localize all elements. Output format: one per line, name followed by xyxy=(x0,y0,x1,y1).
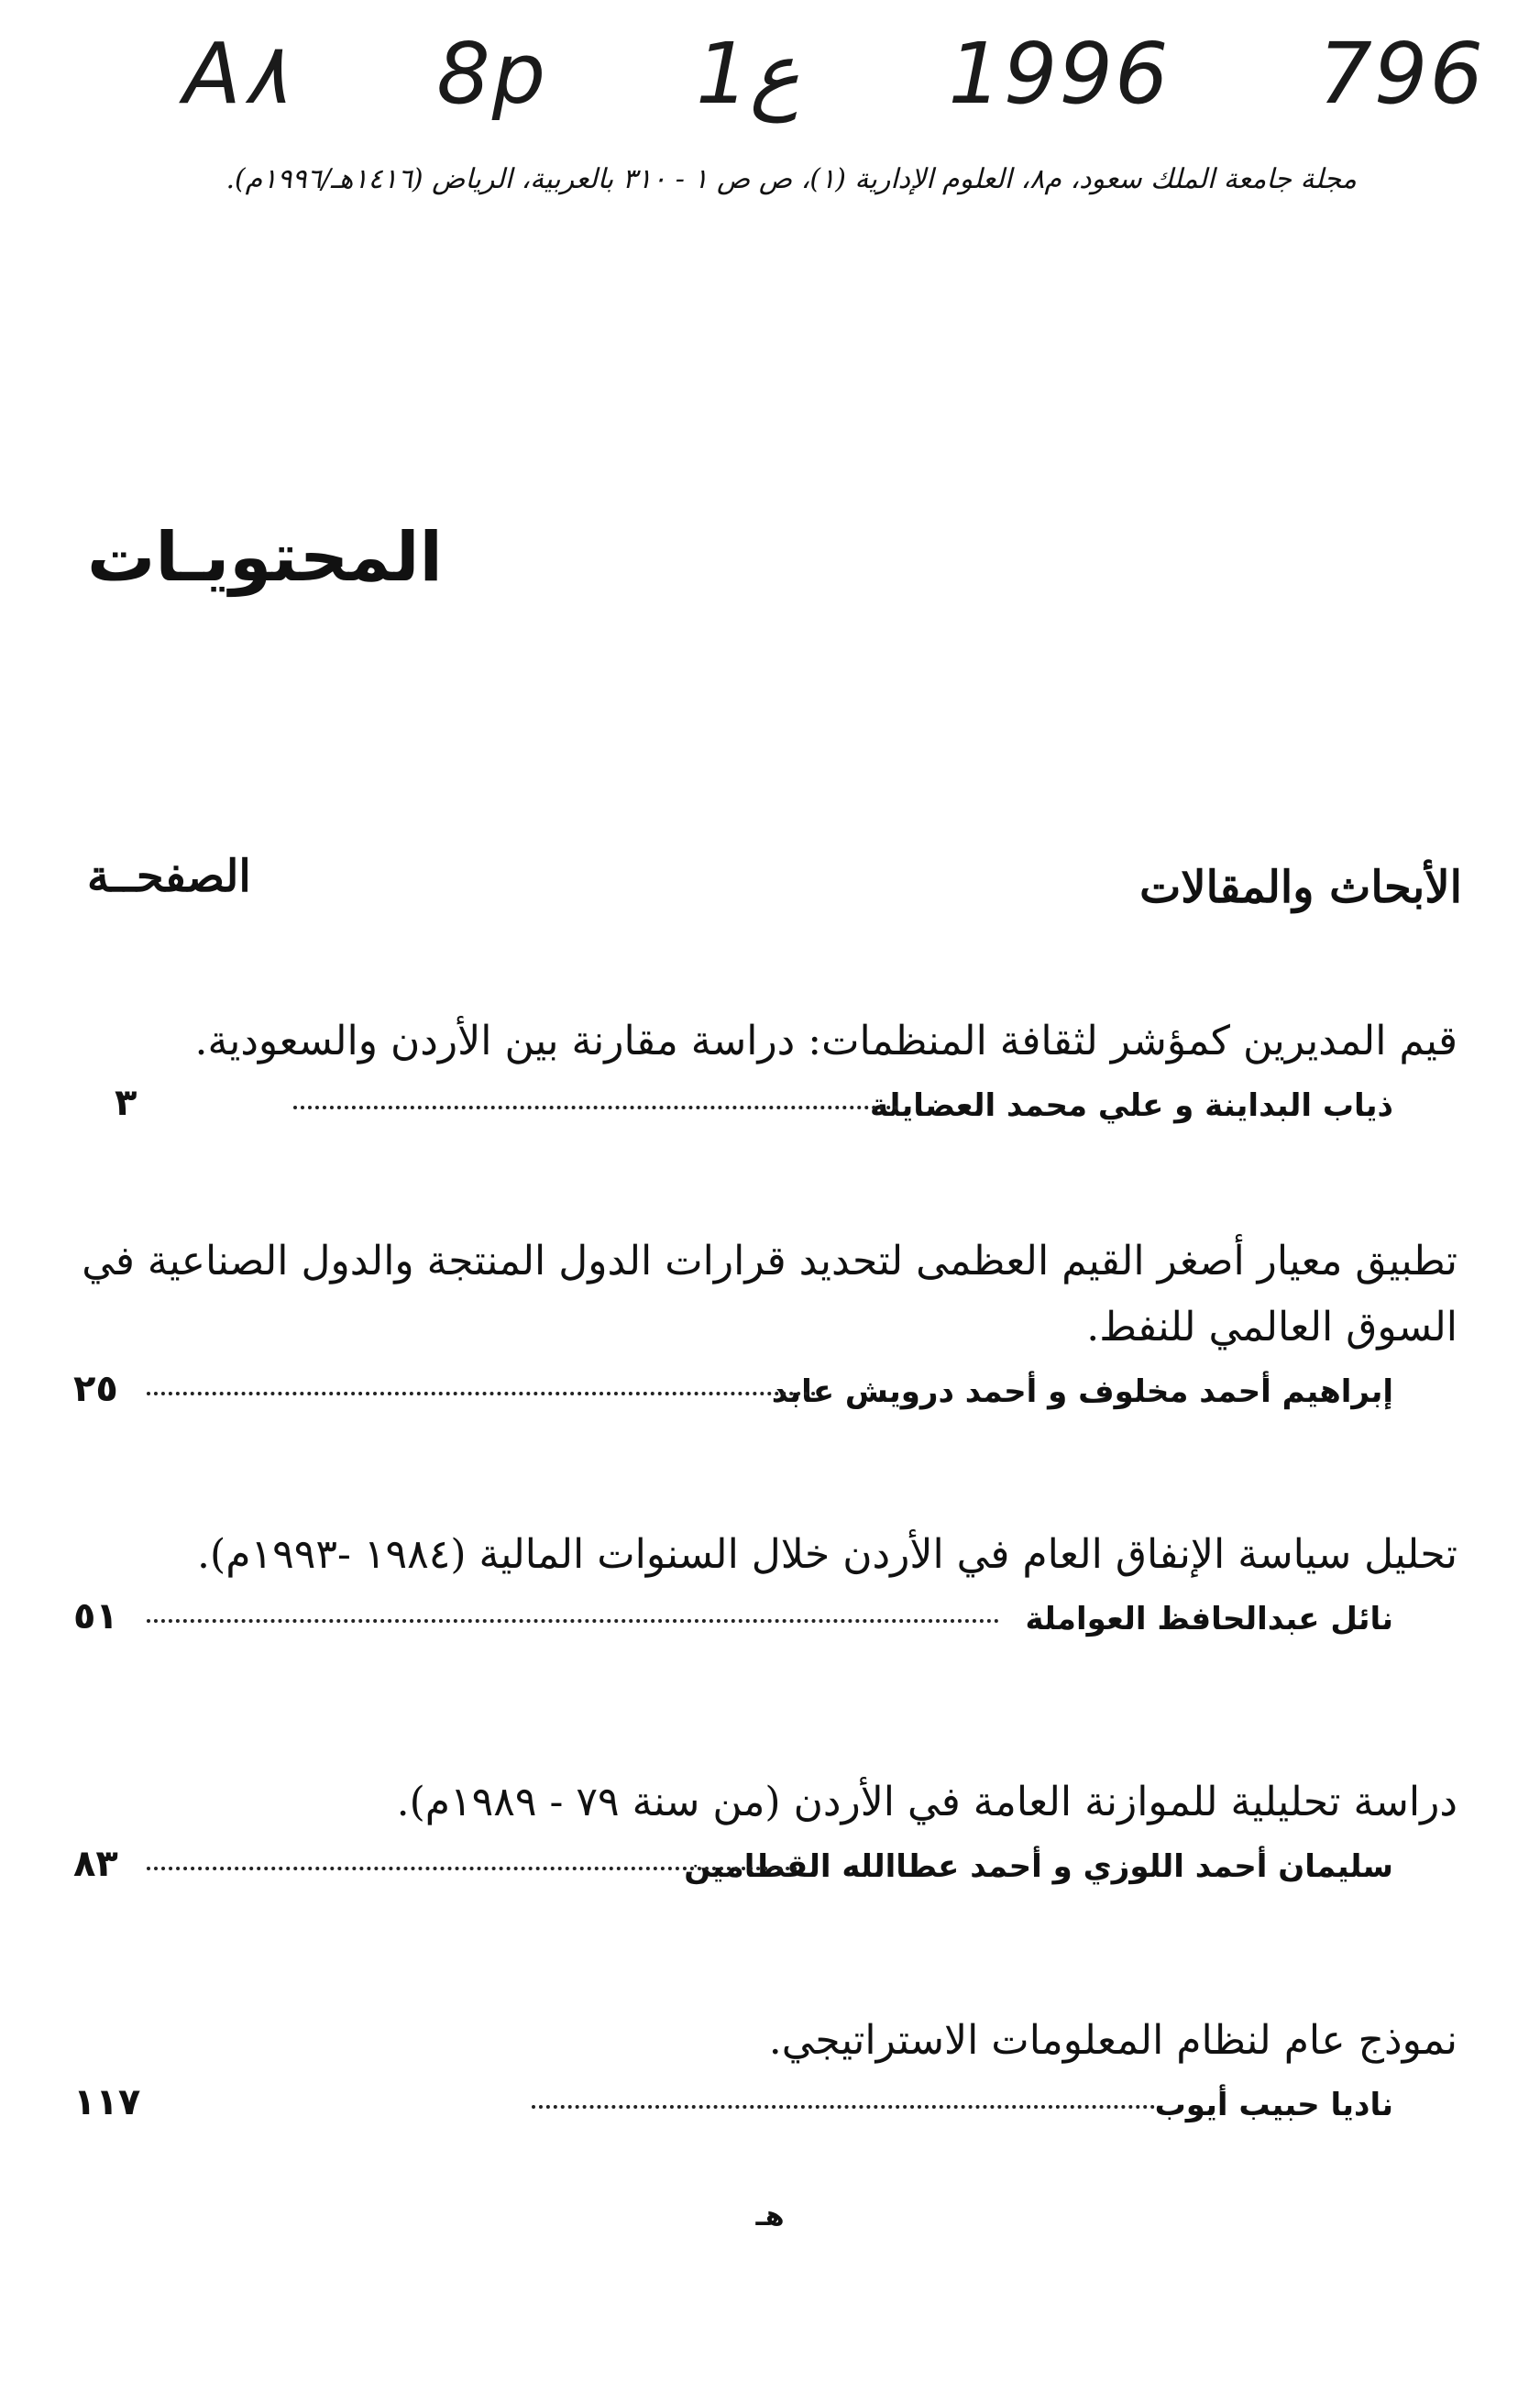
toc-entry xyxy=(73,1009,1458,1137)
journal-citation: مجلة جامعة الملك سعود، م٨، العلوم الإدارية (١)، ص ص ١ - ٣١٠ بالعربية، الرياض (١٤١٦هـ/١٩٩٦م). xyxy=(226,163,1357,195)
entry-title: تطبيق معيار أصغر القيم العظمى لتحديد قرارات الدول المنتجة والدول الصناعية في السوق العالمي للنفط. xyxy=(82,1238,1458,1350)
handwritten-part-3: 1ع xyxy=(696,24,800,123)
dot-leader xyxy=(532,2105,1155,2109)
entry-title: تحليل سياسة الإنفاق العام في الأردن خلال السنوات المالية (١٩٨٤ -١٩٩٣م). xyxy=(197,1531,1458,1578)
handwritten-part-4: 1996 xyxy=(948,24,1171,123)
entry-page-number: ٣ xyxy=(115,1082,138,1124)
entry-authors: إبراهيم أحمد مخلوف و أحمد درويش عابد xyxy=(771,1373,1393,1410)
entry-authors: سليمان أحمد اللوزي و أحمد عطاالله القطامين xyxy=(684,1848,1393,1885)
entry-meta xyxy=(73,1595,1458,1650)
handwritten-catalog-note xyxy=(183,18,1485,128)
entry-meta xyxy=(73,2081,1458,2136)
entry-page-number: ١١٧ xyxy=(73,2081,141,2123)
toc-entry xyxy=(73,1769,1458,1898)
entry-authors: ناديا حبيب أيوب xyxy=(1154,2087,1393,2123)
dot-leader xyxy=(293,1106,898,1109)
page-letter: هـ xyxy=(755,2200,785,2232)
handwritten-part-1: A‎٨ xyxy=(183,24,289,123)
handwritten-part-2: 8p xyxy=(436,24,548,123)
entry-authors: ذياب البداينة و علي محمد العضايلة xyxy=(870,1087,1393,1124)
entry-meta xyxy=(73,1082,1458,1137)
page-title: المحتويـات xyxy=(87,518,443,597)
entry-meta xyxy=(73,1843,1458,1898)
articles-column-heading: الأبحاث والمقالات xyxy=(1139,862,1462,913)
dot-leader xyxy=(147,1619,999,1623)
entry-meta xyxy=(73,1368,1458,1423)
entry-authors: نائل عبدالحافظ العواملة xyxy=(1025,1601,1393,1637)
entry-title: دراسة تحليلية للموازنة العامة في الأردن (من سنة ٧٩ - ١٩٨٩م). xyxy=(396,1779,1458,1825)
handwritten-part-5: 796 xyxy=(1318,24,1485,123)
entry-page-number: ٨٣ xyxy=(73,1843,118,1885)
page-column-heading: الصفحــة xyxy=(87,851,251,902)
dot-leader xyxy=(147,1867,798,1870)
entry-page-number: ٢٥ xyxy=(73,1368,118,1410)
entry-title: نموذج عام لنظام المعلومات الاستراتيجي. xyxy=(768,2017,1458,2064)
dot-leader xyxy=(147,1392,816,1395)
entry-title: قيم المديرين كمؤشر لثقافة المنظمات: دراسة مقارنة بين الأردن والسعودية. xyxy=(194,1018,1458,1064)
toc-entry xyxy=(73,1522,1458,1650)
entry-page-number: ٥١ xyxy=(73,1595,118,1637)
toc-entry xyxy=(73,1229,1458,1423)
toc-entry xyxy=(73,2008,1458,2136)
